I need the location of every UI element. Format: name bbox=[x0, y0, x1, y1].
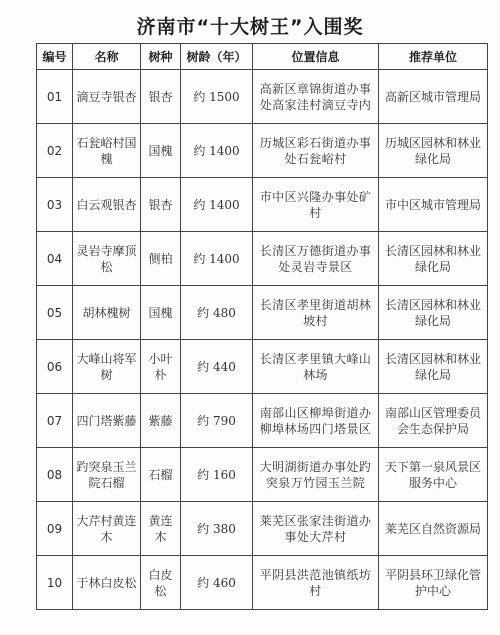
table-row bbox=[37, 124, 488, 178]
table-header-row bbox=[37, 44, 488, 70]
cell-age: 约 480 bbox=[181, 286, 253, 340]
cell-species: 侧柏 bbox=[141, 232, 181, 286]
cell-number: 05 bbox=[37, 286, 73, 340]
cell-age: 约 380 bbox=[181, 502, 253, 556]
table-row bbox=[37, 340, 488, 394]
cell-age: 约 1400 bbox=[181, 232, 253, 286]
cell-location: 长清区孝里镇大峰山林场 bbox=[253, 340, 379, 394]
cell-number: 04 bbox=[37, 232, 73, 286]
cell-species: 黄连木 bbox=[141, 502, 181, 556]
cell-species: 银杏 bbox=[141, 70, 181, 124]
cell-number: 03 bbox=[37, 178, 73, 232]
cell-location: 长清区万德街道办事处灵岩寺景区 bbox=[253, 232, 379, 286]
table-row bbox=[37, 556, 488, 610]
cell-age: 约 460 bbox=[181, 556, 253, 610]
cell-age: 约 1400 bbox=[181, 178, 253, 232]
cell-age: 约 1400 bbox=[181, 124, 253, 178]
page-title: 济南市“十大树王”入围奖 bbox=[136, 16, 364, 38]
cell-location: 长清区孝里街道胡林坡村 bbox=[253, 286, 379, 340]
cell-name: 胡林槐树 bbox=[73, 286, 141, 340]
cell-unit: 南部山区管理委员会生态保护局 bbox=[379, 394, 488, 448]
cell-name: 趵突泉玉兰院石榴 bbox=[73, 448, 141, 502]
cell-name: 四门塔紫藤 bbox=[73, 394, 141, 448]
table-body bbox=[37, 70, 488, 610]
cell-number: 01 bbox=[37, 70, 73, 124]
data-table bbox=[36, 43, 488, 610]
cell-name: 大峰山将军树 bbox=[73, 340, 141, 394]
cell-location: 高新区章锦街道办事处高家洼村滴豆寺内 bbox=[253, 70, 379, 124]
cell-location: 大明湖街道办事处趵突泉万竹园玉兰院 bbox=[253, 448, 379, 502]
cell-number: 02 bbox=[37, 124, 73, 178]
cell-unit: 历城区园林和林业绿化局 bbox=[379, 124, 488, 178]
cell-age: 约 1500 bbox=[181, 70, 253, 124]
cell-number: 10 bbox=[37, 556, 73, 610]
cell-species: 石榴 bbox=[141, 448, 181, 502]
table-row bbox=[37, 286, 488, 340]
cell-location: 市中区兴隆办事处矿村 bbox=[253, 178, 379, 232]
header-name: 名称 bbox=[73, 44, 141, 70]
cell-unit: 长清区园林和林业绿化局 bbox=[379, 340, 488, 394]
cell-age: 约 790 bbox=[181, 394, 253, 448]
cell-unit: 长清区园林和林业绿化局 bbox=[379, 286, 488, 340]
cell-name: 白云观银杏 bbox=[73, 178, 141, 232]
cell-number: 06 bbox=[37, 340, 73, 394]
table-row bbox=[37, 178, 488, 232]
table-row bbox=[37, 502, 488, 556]
cell-unit: 长清区园林和林业绿化局 bbox=[379, 232, 488, 286]
table-row bbox=[37, 70, 488, 124]
cell-species: 国槐 bbox=[141, 286, 181, 340]
cell-species: 国槐 bbox=[141, 124, 181, 178]
cell-number: 08 bbox=[37, 448, 73, 502]
cell-name: 大芹村黄连木 bbox=[73, 502, 141, 556]
table-row bbox=[37, 394, 488, 448]
table-row bbox=[37, 448, 488, 502]
cell-location: 平阴县洪范池镇纸坊村 bbox=[253, 556, 379, 610]
cell-location: 历城区彩石街道办事处石瓮峪村 bbox=[253, 124, 379, 178]
cell-number: 09 bbox=[37, 502, 73, 556]
cell-name: 于林白皮松 bbox=[73, 556, 141, 610]
header-location: 位置信息 bbox=[253, 44, 379, 70]
cell-species: 紫藤 bbox=[141, 394, 181, 448]
cell-species: 银杏 bbox=[141, 178, 181, 232]
header-number: 编号 bbox=[37, 44, 73, 70]
header-age: 树龄（年） bbox=[181, 44, 253, 70]
cell-unit: 天下第一泉风景区服务中心 bbox=[379, 448, 488, 502]
cell-number: 07 bbox=[37, 394, 73, 448]
table-row bbox=[37, 232, 488, 286]
cell-name: 灵岩寺摩顶松 bbox=[73, 232, 141, 286]
cell-unit: 高新区城市管理局 bbox=[379, 70, 488, 124]
cell-species: 小叶朴 bbox=[141, 340, 181, 394]
header-species: 树种 bbox=[141, 44, 181, 70]
cell-species: 白皮松 bbox=[141, 556, 181, 610]
header-unit: 推荐单位 bbox=[379, 44, 488, 70]
cell-location: 南部山区柳埠街道办柳埠林场四门塔景区 bbox=[253, 394, 379, 448]
cell-unit: 平阴县环卫绿化管护中心 bbox=[379, 556, 488, 610]
cell-age: 约 160 bbox=[181, 448, 253, 502]
cell-unit: 莱芜区自然资源局 bbox=[379, 502, 488, 556]
cell-name: 滴豆寺银杏 bbox=[73, 70, 141, 124]
cell-name: 石瓮峪村国槐 bbox=[73, 124, 141, 178]
cell-age: 约 440 bbox=[181, 340, 253, 394]
cell-unit: 市中区城市管理局 bbox=[379, 178, 488, 232]
cell-location: 莱芜区张家洼街道办事处大芹村 bbox=[253, 502, 379, 556]
